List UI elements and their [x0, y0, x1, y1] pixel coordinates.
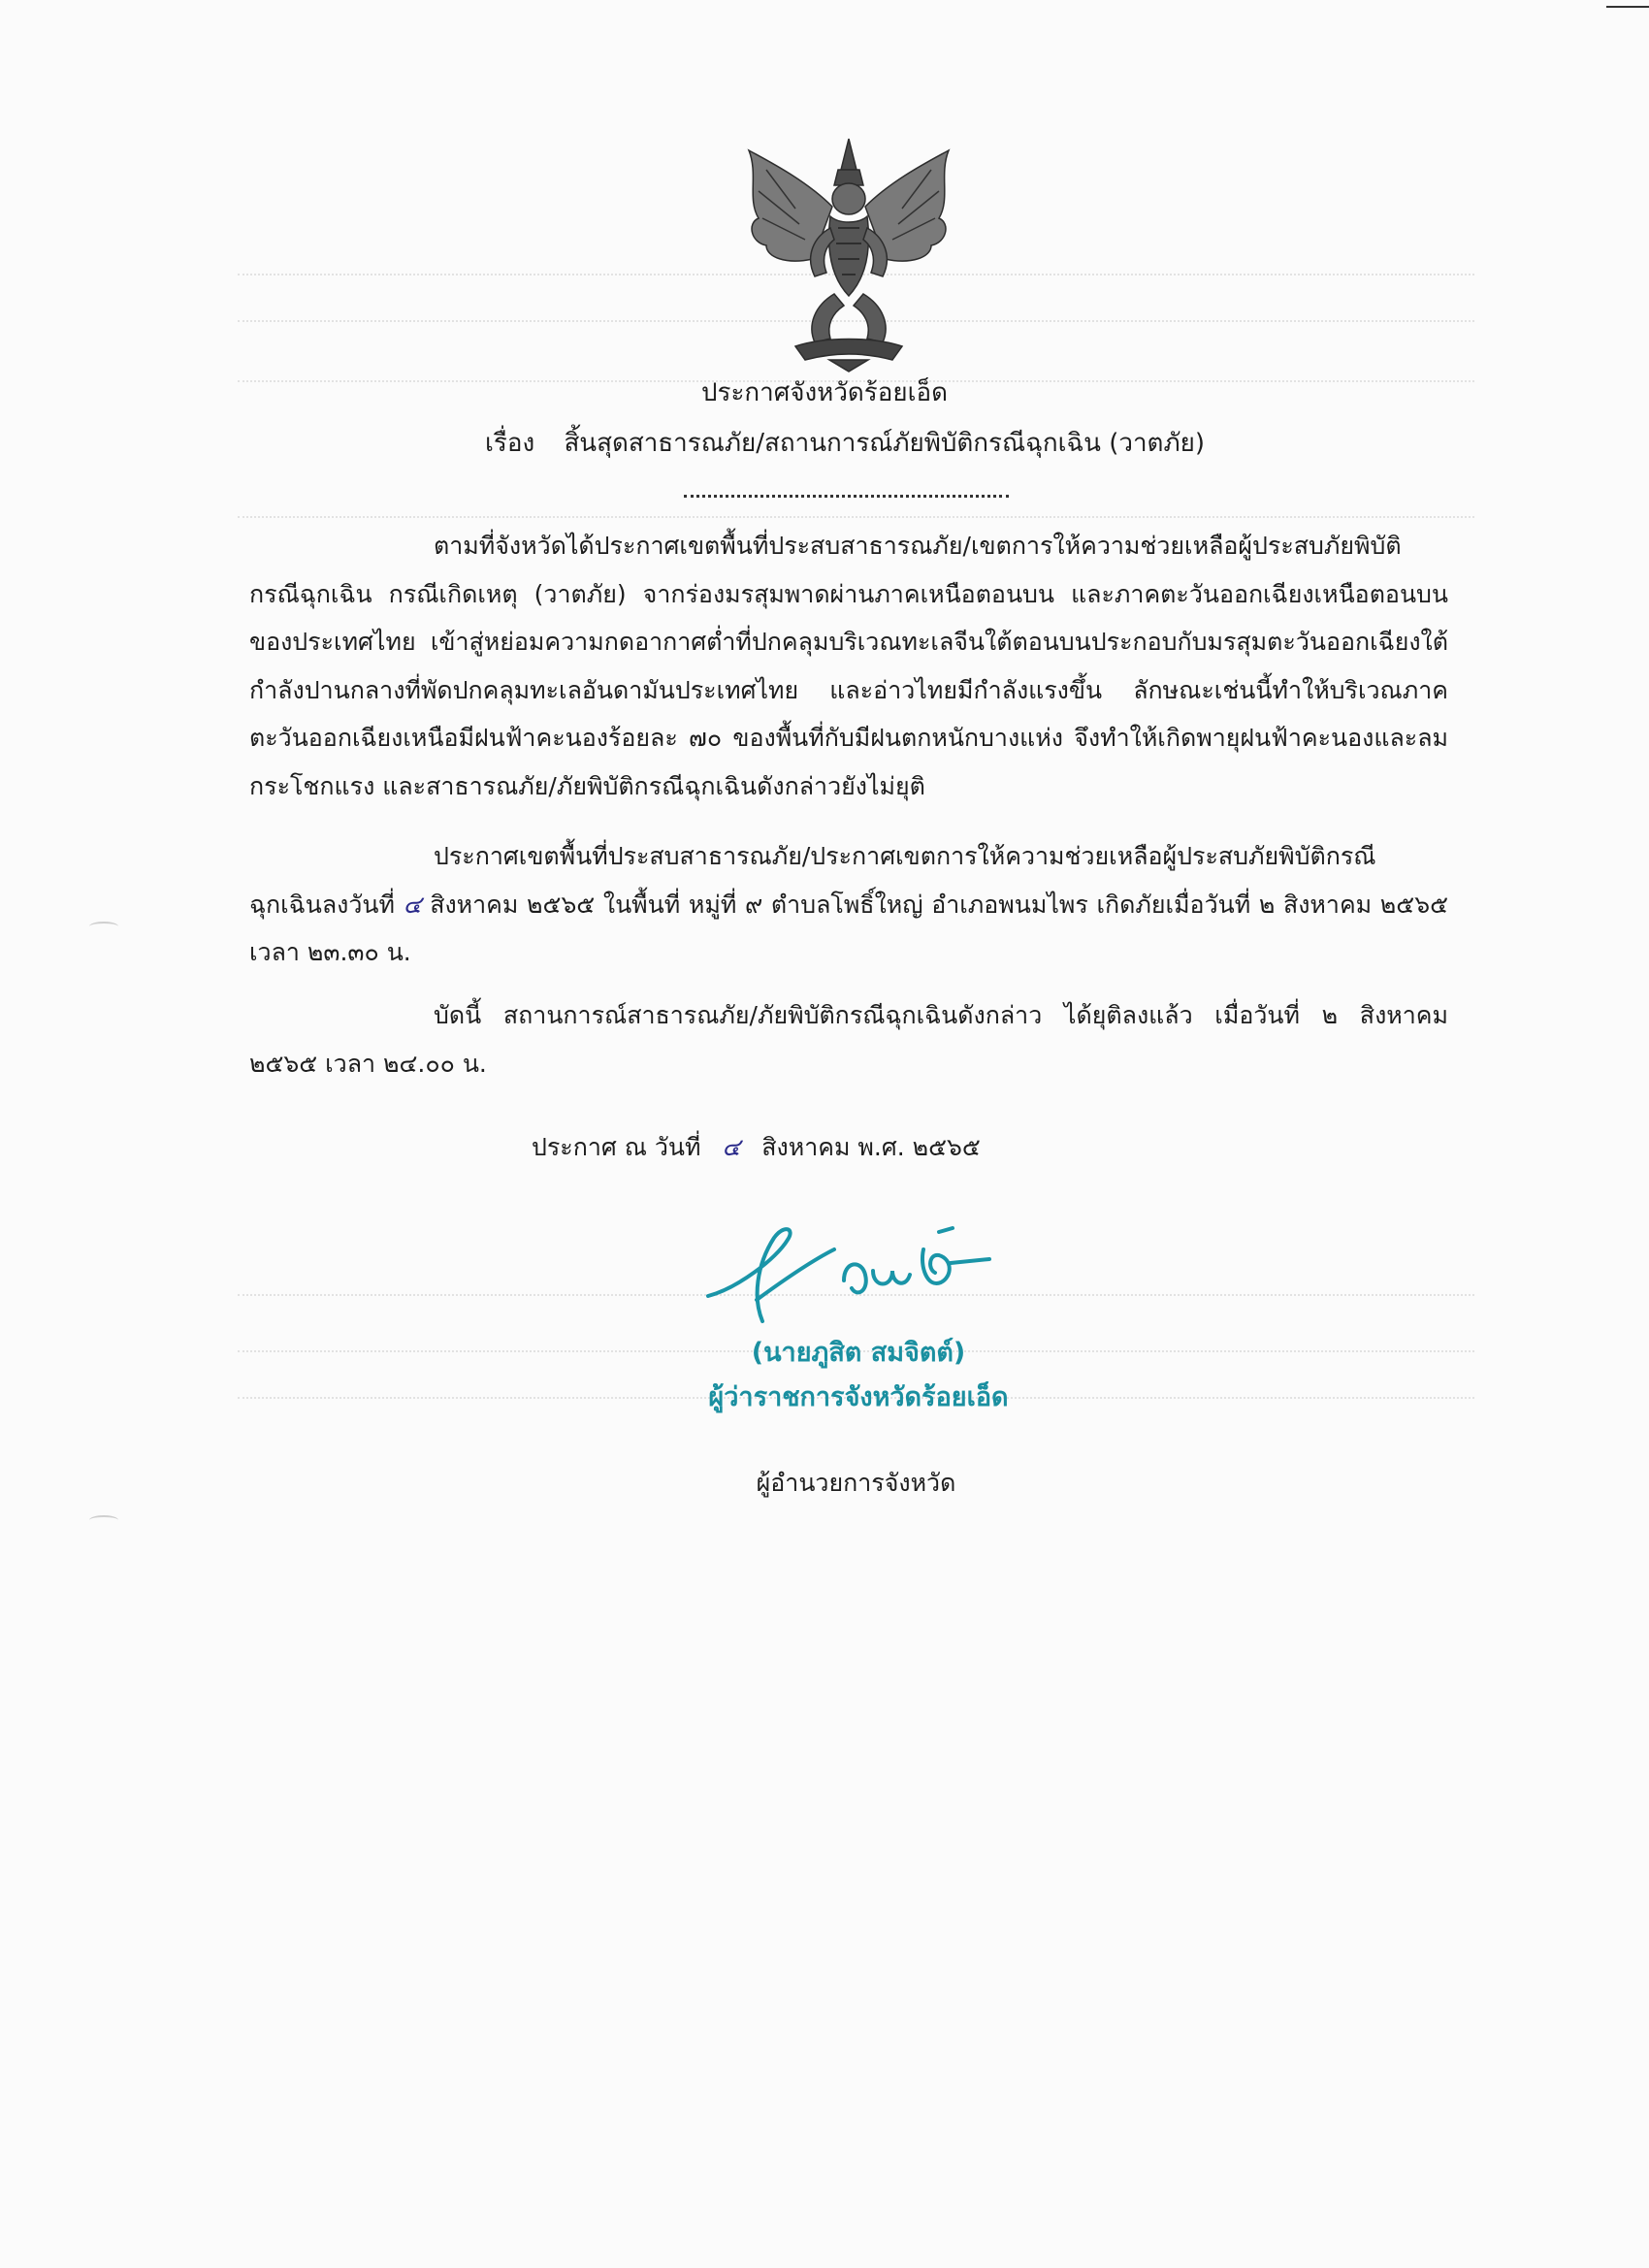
handwritten-proclamation-day: ๔ — [722, 1133, 741, 1161]
subject-line — [485, 427, 1205, 460]
signer-role: ผู้อำนวยการจังหวัด — [756, 1469, 956, 1497]
subject-label: เรื่อง — [485, 429, 535, 458]
paragraph-background — [249, 522, 1448, 810]
guide-line — [238, 516, 1474, 518]
handwritten-day: ๔ — [403, 890, 422, 919]
subject-text: สิ้นสุดสาธารณภัย/สถานการณ์ภัยพิบัติกรณีฉุกเฉิน (วาตภัย) — [564, 429, 1205, 458]
signer-position: ผู้ว่าราชการจังหวัดร้อยเอ็ด — [708, 1382, 1009, 1412]
paragraph-1-text: ตามที่จังหวัดได้ประกาศเขตพื้นที่ประสบสาธารณภัย/เขตการให้ความช่วยเหลือผู้ประสบภัยพิบัติกรณีฉุกเฉิน กรณีเกิดเหตุ (วาตภัย) จากร่องมรสุมพาดผ่านภาคเหนือตอนบน และภาคตะวันออกเฉียงเหนือตอนบนของประเทศไทย เข้าสู่หย่อมความกดอากาศต่ำที่ปกคลุมบริเวณทะเลจีนใต้ตอนบนประกอบกับมรสุมตะวันออกเฉียงใต้กำลังปานกลางที่พัดปกคลุมทะเลอันดามันประเทศไทย และอ่าวไทยมีกำลังแรงขึ้น ลักษณะเช่นนี้ทำให้บริเวณภาคตะวันออกเฉียงเหนือมีฝนฟ้าคะนองร้อยละ ๗๐ ของพื้นที่กับมีฝนตกหนักบางแห่ง จึงทำให้เกิดพายุฝนฟ้าคะนองและลมกระโชกแรง และสาธารณภัย/ภัยพิบัติกรณีฉุกเฉินดังกล่าวยังไม่ยุติ — [249, 532, 1448, 800]
garuda-emblem-icon — [737, 131, 960, 373]
title-divider — [684, 495, 1009, 498]
scan-edge-mark — [89, 1515, 118, 1525]
scan-edge-mark — [89, 922, 118, 931]
proclamation-month-year: สิงหาคม พ.ศ. ๒๕๖๕ — [761, 1133, 981, 1161]
scan-corner-mark — [1606, 6, 1649, 8]
proclamation-date — [532, 1131, 994, 1164]
paragraph-2-text-a: ประกาศเขตพื้นที่ประสบสาธารณภัย/ประกาศเขตการให้ความช่วยเหลือผู้ประสบภัยพิบัติกรณีฉุกเฉินลงวันที่ — [249, 842, 1376, 919]
signer-name: (นายภูสิต สมจิตต์) — [751, 1338, 966, 1368]
signature-icon — [698, 1220, 1048, 1337]
proclamation-prefix: ประกาศ ณ วันที่ — [532, 1133, 701, 1161]
paragraph-3-text: บัดนี้ สถานการณ์สาธารณภัย/ภัยพิบัติกรณีฉุกเฉินดังกล่าว ได้ยุติลงแล้ว เมื่อวันที่ ๒ สิงหาคม ๒๕๖๕ เวลา ๒๔.๐๐ น. — [249, 1001, 1448, 1078]
paragraph-2-text-b: สิงหาคม ๒๕๖๕ ในพื้นที่ หมู่ที่ ๙ ตำบลโพธิ์ใหญ่ อำเภอพนมไพร เกิดภัยเมื่อวันที่ ๒ สิงหาคม ๒๕๖๕ เวลา ๒๓.๓๐ น. — [249, 890, 1448, 966]
paragraph-declaration — [249, 832, 1448, 977]
paragraph-ended — [249, 991, 1448, 1087]
document-title: ประกาศจังหวัดร้อยเอ็ด — [700, 378, 949, 407]
